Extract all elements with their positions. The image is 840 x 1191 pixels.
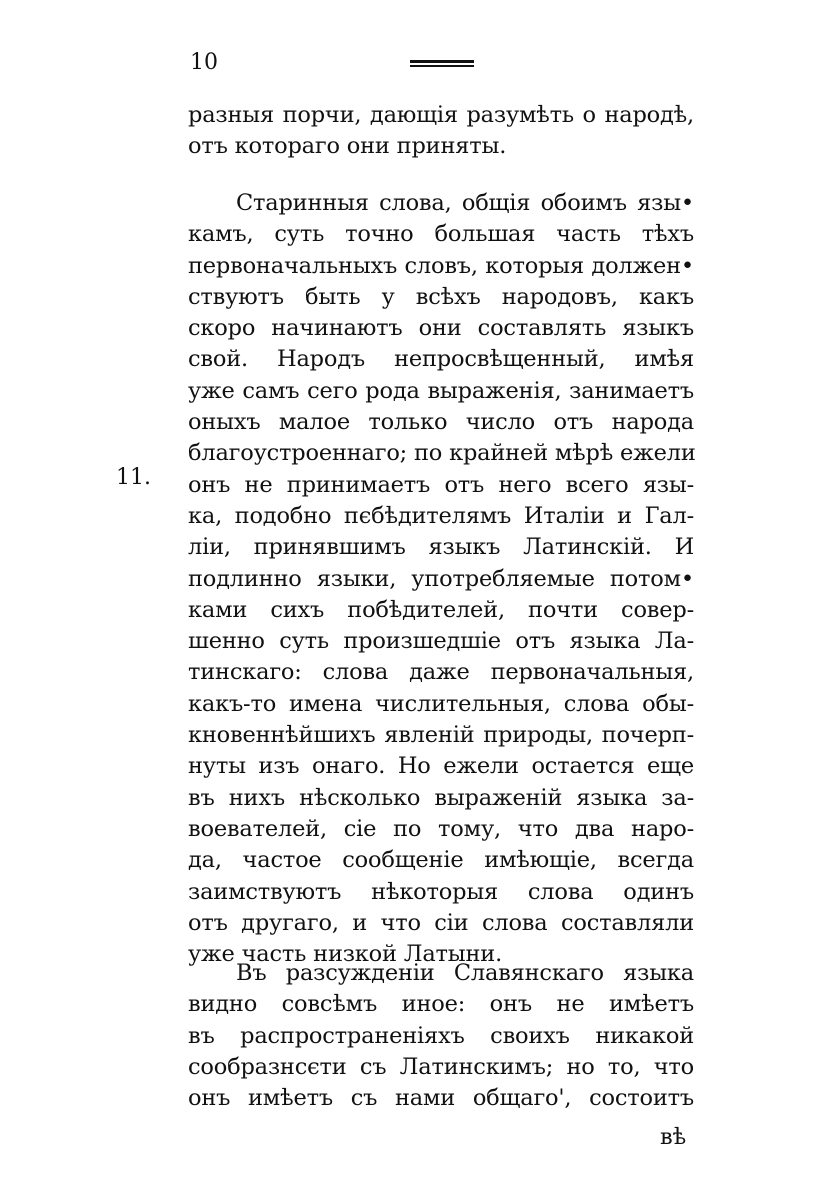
text-line: оныхъ малое только число отъ народа <box>188 409 694 436</box>
text-line: заимствуютъ нѣкоторыя слова одинъ <box>188 878 694 905</box>
text-line: Въ разсужденіи Славянскаго языка <box>236 960 694 986</box>
text-line: скоро начинаютъ они составлять языкъ <box>188 315 694 342</box>
text-line: камъ, суть точно большая часть тѣхъ <box>188 221 694 248</box>
text-line: ка, подобно пєбѣдителямъ Италіи и Гал- <box>188 502 694 529</box>
text-line: первоначальныхъ словъ, которыя должен• <box>188 252 694 279</box>
text-line: ками сихъ побѣдителей, почти совер- <box>188 596 694 623</box>
text-line: разныя порчи, дающія разумѣть о народѣ, <box>188 102 694 128</box>
text-line: какъ-то имена числительныя, слова обы- <box>188 690 694 717</box>
text-line: ствуютъ быть у всѣхъ народовъ, какъ <box>188 283 694 310</box>
text-line: въ распространеніяхъ своихъ никакой <box>188 1022 694 1049</box>
text-line: да, частое сообщеніе имѣющіе, всегда <box>188 847 694 874</box>
text-line: видно совсѣмъ иное: онъ не имѣетъ <box>188 991 694 1018</box>
text-line: онъ имѣетъ съ нами общаго', состоитъ <box>188 1085 694 1112</box>
paragraph-3 <box>188 958 694 1114</box>
text-line: шенно суть произшедшіе отъ языка Ла- <box>188 628 694 655</box>
text-line: тинскаго: слова даже первоначальныя, <box>188 659 694 686</box>
text-line: въ нихъ нѣсколько выраженій языка за- <box>188 784 694 811</box>
margin-note: 11. <box>116 465 151 490</box>
text-line: свой. Народъ непросвѣщенный, имѣя <box>188 346 694 373</box>
text-line: благоустроеннаго; по крайней мѣрѣ ежели <box>188 440 696 467</box>
text-line: онъ не принимаетъ отъ него всего язы- <box>188 471 694 498</box>
text-line: подлинно языки, употребляемые потом• <box>188 565 694 592</box>
text-line: кновеннѣйшихъ явленій природы, почерп- <box>188 722 694 749</box>
header-ornament-rule <box>410 60 474 69</box>
text-line: сообразнсєти съ Латинскимъ; но то, что <box>188 1053 694 1080</box>
paragraph-1 <box>188 100 694 163</box>
text-line: уже часть низкой Латыни. <box>188 941 503 968</box>
catchword: вѣ <box>660 1124 687 1150</box>
text-line: Старинныя слова, общія обоимъ язы• <box>236 190 694 216</box>
paragraph-2 <box>188 188 694 970</box>
page-number: 10 <box>190 50 218 75</box>
text-line: ліи, принявшимъ языкъ Латинскій. И <box>188 534 694 561</box>
text-line: уже самъ сего рода выраженія, занимаетъ <box>188 377 694 404</box>
text-line: отъ котораго они приняты. <box>188 133 507 160</box>
text-line: отъ другаго, и что сіи слова составляли <box>188 909 694 936</box>
text-line: воевателей, сіе по тому, что два наро- <box>188 815 694 842</box>
text-line: нуты изъ онаго. Но ежели остается еще <box>188 753 694 780</box>
